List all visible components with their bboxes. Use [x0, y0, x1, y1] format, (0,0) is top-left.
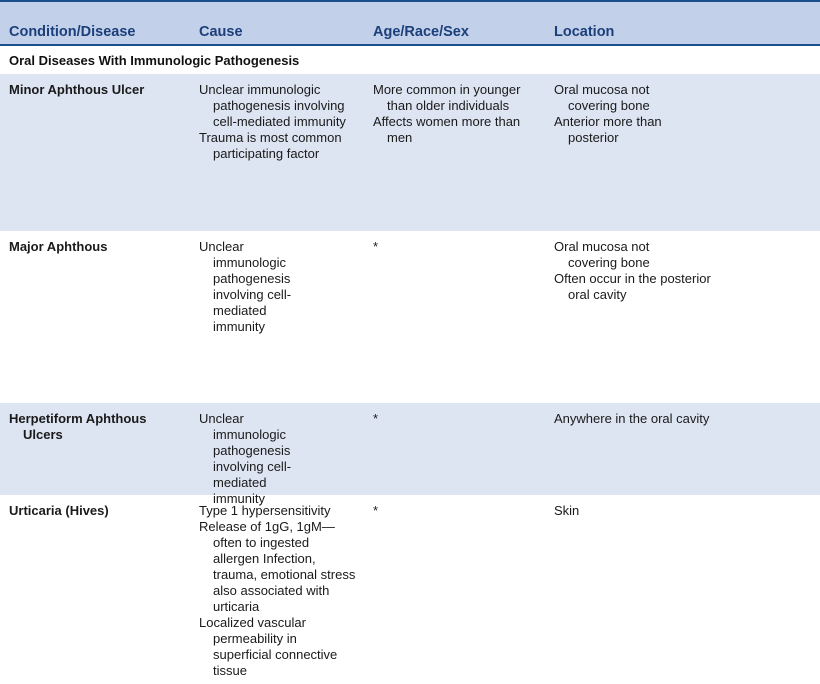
- location-cell: [554, 503, 804, 519]
- table-row: [0, 231, 820, 403]
- header-cause: Cause: [199, 24, 243, 40]
- cause-cell: [199, 503, 357, 679]
- location-line: Oral mucosa not covering bone: [554, 239, 650, 270]
- cause-line: Unclear immunologic pathogenesis involving cell-mediated immunity: [199, 411, 292, 506]
- cause-line: Type 1 hypersensitivity: [199, 503, 331, 518]
- condition-name: Urticaria (Hives): [9, 503, 109, 518]
- demographics-cell: [373, 503, 545, 519]
- header-age-race-sex: Age/Race/Sex: [373, 24, 469, 40]
- location-line: Oral mucosa not covering bone: [554, 82, 650, 113]
- section-title: Oral Diseases With Immunologic Pathogenesis: [9, 53, 300, 68]
- section-heading: [0, 46, 820, 74]
- cause-line: Localized vascular permeability in superficial connective tissue: [199, 615, 338, 678]
- condition-name: Major Aphthous: [9, 239, 108, 254]
- cause-cell: [199, 239, 319, 335]
- table-row: [0, 74, 820, 231]
- location-cell: [554, 82, 804, 146]
- demographics-line: *: [373, 239, 379, 254]
- cause-cell: [199, 82, 364, 162]
- table-row: [0, 403, 820, 506]
- demographics-line: More common in younger than older individuals: [373, 82, 521, 113]
- header-condition: Condition/Disease: [9, 24, 136, 40]
- cause-cell: [199, 411, 319, 507]
- demographics-cell: [373, 82, 545, 146]
- location-cell: [554, 411, 804, 427]
- cause-line: Unclear immunologic pathogenesis involving cell-mediated immunity: [199, 82, 346, 129]
- demographics-line: Affects women more than men: [373, 114, 521, 145]
- location-line: Skin: [554, 503, 580, 518]
- location-cell: [554, 239, 804, 303]
- demographics-cell: [373, 411, 545, 427]
- location-line: Often occur in the posterior oral cavity: [554, 271, 711, 302]
- demographics-line: *: [373, 503, 379, 518]
- location-line: Anywhere in the oral cavity: [554, 411, 710, 426]
- condition-name: Minor Aphthous Ulcer: [9, 82, 145, 97]
- cause-line: Unclear immunologic pathogenesis involving cell-mediated immunity: [199, 239, 292, 334]
- demographics-cell: [373, 239, 545, 255]
- header-location: Location: [554, 24, 615, 40]
- table-header: [0, 2, 820, 46]
- table-row: [0, 495, 820, 684]
- demographics-line: *: [373, 411, 379, 426]
- condition-name: Herpetiform Aphthous Ulcers: [9, 411, 147, 442]
- location-line: Anterior more than posterior: [554, 114, 662, 145]
- cause-line: Release of 1gG, 1gM—often to ingested allergen Infection, trauma, emotional stress also associated with urticaria: [199, 519, 356, 614]
- cause-line: Trauma is most common participating factor: [199, 130, 342, 161]
